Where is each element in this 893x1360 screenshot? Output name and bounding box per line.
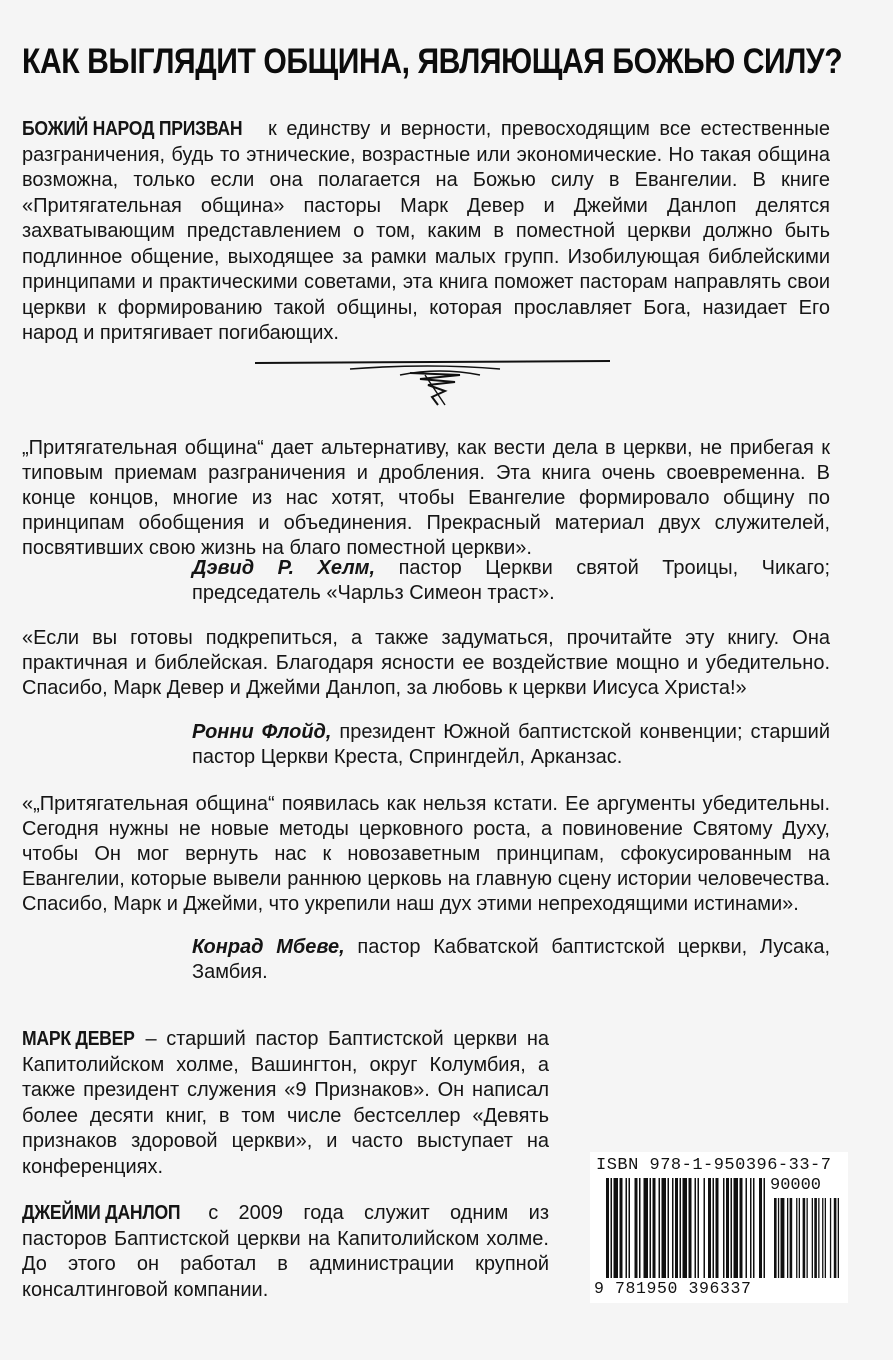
barcode-bar: [680, 1178, 682, 1278]
isbn-number: ISBN 978-1-950396-33-7: [596, 1156, 832, 1175]
barcode-bar: [668, 1178, 670, 1278]
barcode-bar: [834, 1198, 837, 1278]
quote-1-role: пастор Церкви святой Троицы, Чикаго; председатель «Чарльз Симеон траст».: [192, 557, 830, 604]
barcode-bar: [620, 1178, 623, 1278]
quote-2-role: президент Южной баптистской конвенции; старший пастор Церкви Креста, Спрингдейл, Арканзас.: [192, 721, 831, 768]
barcode-bar: [740, 1178, 743, 1278]
barcode-bar: [807, 1198, 808, 1278]
barcode-bar: [689, 1178, 692, 1278]
quote-2-text: «Если вы готовы подкрепиться, а также задуматься, прочитайте эту книгу. Она практичная и библейская. Благодаря ясности ее воздействие мощно и убедительно. Спасибо, Марк Девер и Джейми Данлоп, за любовь к церкви Иисуса Христа!»: [22, 627, 830, 699]
barcode-bar: [787, 1198, 788, 1278]
barcode-bar: [659, 1178, 661, 1278]
barcode-bar: [635, 1178, 638, 1278]
flourish-divider: [250, 345, 615, 415]
barcode-bar: [799, 1198, 800, 1278]
barcode-bar: [838, 1198, 839, 1278]
barcode-bar: [639, 1178, 641, 1278]
barcode-bar: [629, 1178, 631, 1278]
intro-lead: БОЖИЙ НАРОД ПРИЗВАН: [22, 118, 243, 140]
barcode-bar: [822, 1198, 823, 1278]
barcode-bar: [704, 1178, 706, 1278]
barcode-bar: [723, 1178, 725, 1278]
bio-dever-lead: МАРК ДЕВЕР: [22, 1028, 135, 1050]
quote-3-author: Конрад Мбеве,: [192, 936, 345, 958]
barcode-bar: [774, 1198, 777, 1278]
barcode-bar: [731, 1178, 733, 1278]
quote-3-text: «„Притягательная община“ появилась как нельзя кстати. Ее аргументы убедительны. Сегодня нужны не новые методы церковного роста, а повиновение Святому Духу, чтобы Он мог вернуть нас к новозаветным принципам, сфокусированным на Евангелии, которые вывели раннюю церковь на главную сцену истории человечества. Спасибо, Марк и Джейми, что укрепили наш дух этими непреходящими истинами».: [22, 793, 830, 915]
quote-1-text: „Притягательная община“ дает альтернативу, как вести дела в церкви, не прибегая к типовым приемам разграничения и дробления. Эта книга очень своевременна. В конце концов, многие из нас хотят, чтобы Евангелие формировало общину по принципам обобщения и объединения. Прекрасный материал двух служителей, посвятивших свою жизнь на благо поместной церкви».: [22, 437, 830, 559]
bio-dever-text: – старший пастор Баптистской церкви на Капитолийском холме, Вашингтон, округ Колумбия, а также президент служения «9 Признаков». Он написал более десяти книг, в том числе бестселлер «Девять признаков здоровой церкви», и часто выступает на конференциях.: [22, 1028, 549, 1178]
isbn-barcode: [590, 1152, 848, 1303]
intro-paragraph: [22, 117, 830, 347]
barcode-bar: [778, 1198, 779, 1278]
barcode-bar: [662, 1178, 667, 1278]
barcode-bar: [818, 1198, 819, 1278]
bio-dunlop-text: с 2009 года служит одним из пасторов Баптистской церкви на Капитолийском холме. До этого он работал в администрации крупной консалтинговой компании.: [22, 1202, 549, 1301]
barcode-bar: [716, 1178, 719, 1278]
quote-3-role: пастор Кабватской баптистской церкви, Лусака, Замбия.: [192, 936, 830, 983]
author-bio-dunlop: [22, 1201, 549, 1303]
barcode-digits: 9 781950 396337: [594, 1279, 752, 1298]
author-bio-dever: [22, 1027, 549, 1180]
barcode-bar: [790, 1198, 793, 1278]
barcode-bar: [708, 1178, 711, 1278]
barcode-bar: [753, 1178, 755, 1278]
barcode-bar: [644, 1178, 649, 1278]
barcode-bar: [611, 1178, 613, 1278]
barcode-bar: [672, 1178, 674, 1278]
barcode-bar: [814, 1198, 817, 1278]
barcode-bar: [698, 1178, 700, 1278]
barcode-bar: [812, 1198, 813, 1278]
barcode-bar: [614, 1178, 619, 1278]
price-code: 90000: [770, 1176, 822, 1195]
intro-text: к единству и верности, превосходящим все естественные разграничения, будь то этнические, возрастные или экономические. Но такая община возможна, только если она полагается на Божью силу в Евангелии. В книге «Притягательная община» пасторы Марк Девер и Джейми Данлоп делятся захватывающим представлением о том, каким в поместной церкви должно быть подлинное общение, выходящее за рамки малых групп. Изобилующая библейскими принципами и практическими советами, эта книга поможет пасторам направлять свои церкви к формированию такой общины, которая прославляет Бога, назидает Его народ и притягивает погибающих.: [22, 118, 831, 344]
barcode-bar: [606, 1178, 609, 1278]
barcode-bar: [830, 1198, 831, 1278]
barcode-bar: [653, 1178, 656, 1278]
barcode-bar: [626, 1178, 628, 1278]
barcode-bar: [825, 1198, 826, 1278]
barcode-bar: [650, 1178, 652, 1278]
barcode-bar: [764, 1178, 766, 1278]
barcode-bar: [713, 1178, 715, 1278]
quote-2-attribution: [192, 720, 830, 770]
quote-2-author: Ронни Флойд,: [192, 721, 332, 743]
barcode-bar: [675, 1178, 678, 1278]
barcode-bar: [683, 1178, 688, 1278]
barcode-bar: [796, 1198, 797, 1278]
quote-1-attribution: [192, 556, 830, 606]
quote-1-author: Дэвид Р. Хелм,: [192, 557, 376, 579]
bio-dunlop-lead: ДЖЕЙМИ ДАНЛОП: [22, 1202, 181, 1224]
barcode-bar: [695, 1178, 697, 1278]
barcode-bar: [726, 1178, 729, 1278]
page-title: КАК ВЫГЛЯДИТ ОБЩИНА, ЯВЛЯЮЩАЯ БОЖЬЮ СИЛУ?: [22, 42, 843, 81]
barcode-bar: [750, 1178, 752, 1278]
barcode-bar: [734, 1178, 739, 1278]
barcode-bar: [746, 1178, 748, 1278]
barcode-bar: [781, 1198, 785, 1278]
quote-3-attribution: [192, 935, 830, 985]
barcode-bar: [759, 1178, 762, 1278]
barcode-bar: [803, 1198, 806, 1278]
